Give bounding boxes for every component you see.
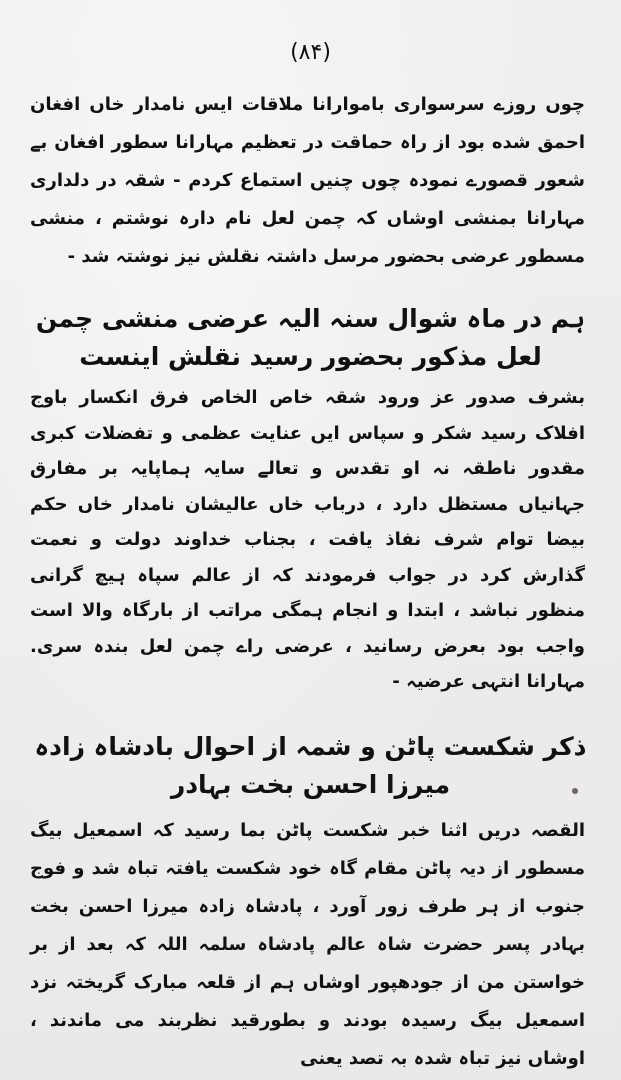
petition-paragraph: بشرف صدور عز ورود شقہ خاص الخاص فرق انکسار باوج افلاک رسید شکر و سپاس ایں عنایت عظمی و تفضلات کبری مقدور ناطقہ نہ او تقدس و تعالے سایہ ہماپایہ بر مفارق جہانیاں مستظل دارد ، درباب خاں عالیشان نامدار خاں حکم بیضا توام شرف نفاذ یافت ، بجناب خداوند دولت و نعمت گذارش کرد در جواب فرمودند کہ از عالم سپاہ ہیچ گرانی منظور نباشد ، ابتدا و انجام ہمگی مراتب از بارگاہ والا است واجب بود بعرض رسانید ، عرضی راے چمن لعل بندہ سری. مہارانا انتہی عرضیہ - <box>30 387 585 692</box>
ink-speck <box>572 788 578 794</box>
defeat-paragraph: القصہ دریں اثنا خبر شکست پاٹن بما رسید کہ اسمعیل بیگ مسطور از دیہ پاٹن مقام گاہ خود شکست یافتہ تباہ شد و فوج جنوب از ہر طرف زور آورد ، پادشاہ زادہ میرزا احسن بخت بہادر پسر حضرت شاہ عالم پادشاہ سلمہ اللہ کہ بعد از بر خواستن من از جودھپور اوشاں ہم از قلعہ مبارک گریختہ نزد اسمعیل بیگ رسیدہ بودند و بطورقید نظربند می ماندند ، اوشاں نیز تباہ شدہ بہ تصد یعنی <box>30 820 585 1069</box>
intro-paragraph: چوں روزے سرسواری باموارانا ملاقات ایس نامدار خاں افغان احمق شده بود از راہ حماقت در تعظیم مہارانا سطور افغان بے شعور قصورے نمودہ چوں چنیں استماع کردم - شقہ در دلداری مہارانا بمنشی اوشاں کہ چمن لعل نام دارہ نوشتم ، منشی مسطور عرضی بحضور مرسل داشتہ نقلش نیز نوشتہ شد - <box>30 94 585 267</box>
defeat-heading: ذکر شکست پاٹن و شمہ از احوال بادشاہ زادہ میرزا احسن بخت بہادر <box>34 732 587 799</box>
petition-heading: ہم در ماہ شوال سنہ الیہ عرضی منشی چمن لعل مذکور بحضور رسید نقلش اینست <box>35 304 586 371</box>
page-number: (۸۴) <box>290 40 331 65</box>
